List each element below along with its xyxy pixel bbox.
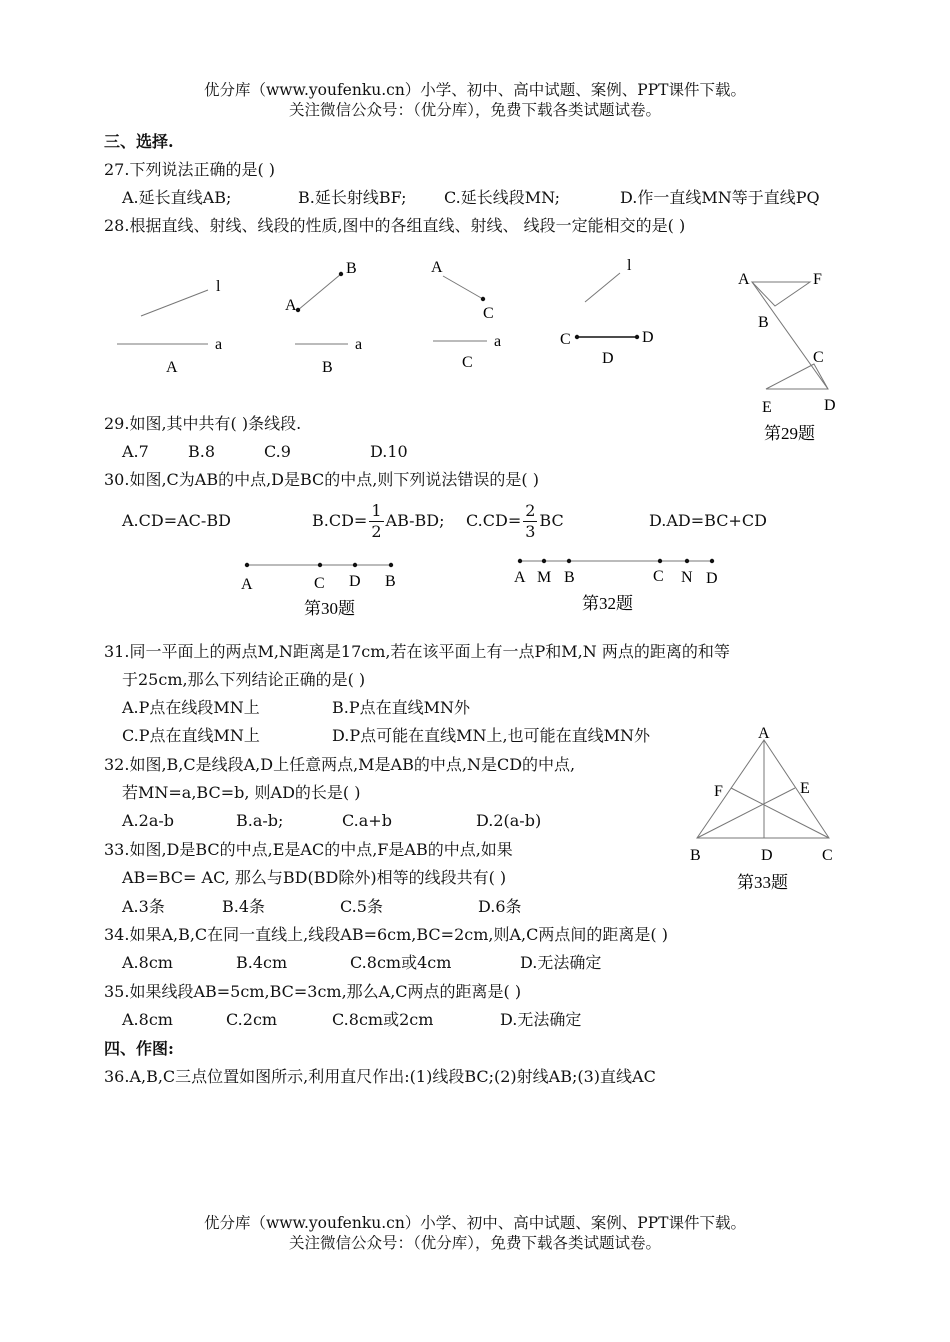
figure-30: [230, 550, 420, 625]
q35-option-c: C.8cm或2cm: [332, 1010, 434, 1029]
fig29-label-F: F: [813, 271, 822, 288]
header-line-1: 优分库（www.youfenku.cn）小学、初中、高中试题、案例、PPT课件下载。: [203, 81, 747, 99]
q28-c-label-A: A: [431, 259, 443, 276]
fig33-caption: 第33题: [737, 873, 788, 892]
q30-c-numerator: 2: [525, 501, 536, 520]
q28-b-label-B: B: [346, 260, 357, 277]
q28-c-label-C: C: [483, 305, 494, 322]
q33-stem-line-1: 33.如图,D是BC的中点,E是AC的中点,F是AB的中点,如果: [104, 840, 513, 859]
figure-33: [680, 718, 850, 898]
fig30-label-A: A: [241, 576, 253, 593]
q32-option-a: A.2a-b: [122, 811, 175, 830]
q29-stem: 29.如图,其中共有( )条线段.: [104, 414, 302, 433]
q28-figure-c: [431, 259, 501, 371]
q28-c-label-a: a: [494, 333, 502, 350]
fig32-label-N: N: [681, 569, 693, 586]
section-title: 三、选择.: [104, 132, 174, 151]
fig29-label-B: B: [758, 314, 769, 331]
fig30-caption: 第30题: [304, 599, 355, 618]
q32-stem-line-1: 32.如图,B,C是线段A,D上任意两点,M是AB的中点,N是CD的中点,: [104, 755, 576, 774]
q28-a-caption: A: [166, 359, 178, 376]
q33-option-d: D.6条: [478, 897, 522, 916]
q27-stem: 27.下列说法正确的是( ): [104, 160, 276, 179]
q28-figures: [0, 240, 720, 380]
fig33-label-A: A: [758, 725, 770, 742]
q36-stem: 36.A,B,C三点位置如图所示,利用直尺作出:(1)线段BC;(2)射线AB;(3)直线AC: [104, 1067, 656, 1086]
q30-b-prefix: B.CD=: [312, 511, 368, 530]
fig32-label-A: A: [514, 569, 526, 586]
q34-option-b: B.4cm: [236, 953, 288, 972]
q34-stem: 34.如果A,B,C在同一直线上,线段AB=6cm,BC=2cm,则A,C两点间的距离是( ): [104, 925, 668, 944]
fig32-label-M: M: [537, 569, 552, 586]
q28-stem: 28.根据直线、射线、线段的性质,图中的各组直线、射线、 线段一定能相交的是( ): [104, 216, 686, 235]
q33-option-b: B.4条: [222, 897, 266, 916]
q30-b-denominator: 2: [371, 522, 382, 541]
fig32-label-D: D: [706, 570, 718, 587]
fig29-label-E: E: [762, 399, 772, 416]
footer-line-1: 优分库（www.youfenku.cn）小学、初中、高中试题、案例、PPT课件下载。: [203, 1214, 747, 1232]
q30-b-fraction: [369, 501, 383, 542]
q30-c-prefix: C.CD=: [466, 511, 522, 530]
q28-b-caption: B: [322, 359, 333, 376]
q27-option-c: C.延长线段MN;: [444, 188, 560, 207]
fig33-label-F: F: [714, 783, 723, 800]
q33-option-c: C.5条: [340, 897, 383, 916]
figure-29: [720, 260, 860, 450]
q32-option-d: D.2(a-b): [476, 811, 542, 830]
q31-stem-line-1: 31.同一平面上的两点M,N距离是17cm,若在该平面上有一点P和M,N 两点的距离的和等: [104, 642, 730, 661]
q32-option-b: B.a-b;: [236, 811, 284, 830]
q30-c-denominator: 3: [525, 522, 536, 541]
q30-c-suffix: BC: [539, 511, 564, 530]
q28-c-caption: C: [462, 354, 473, 371]
fig33-label-B: B: [690, 847, 701, 864]
q31-stem-line-2: 于25cm,那么下列结论正确的是( ): [122, 670, 366, 689]
fig29-label-C: C: [813, 349, 824, 366]
q28-a-label-a: a: [215, 336, 223, 353]
q35-option-d: D.无法确定: [500, 1010, 582, 1029]
fig33-label-C: C: [822, 847, 833, 864]
fig33-label-E: E: [800, 780, 810, 797]
q28-figure-a: [117, 278, 222, 376]
fig32-label-C: C: [653, 568, 664, 585]
q29-option-a: A.7: [122, 442, 149, 461]
q29-option-b: B.8: [188, 442, 216, 461]
section-title-4: 四、作图:: [104, 1039, 174, 1058]
q34-option-c: C.8cm或4cm: [350, 953, 452, 972]
q30-b-numerator: 1: [371, 501, 382, 520]
header-line-2: 关注微信公众号：（优分库），免费下载各类试题试卷。: [288, 101, 661, 119]
q30-option-c: [466, 498, 564, 544]
footer-line-2: 关注微信公众号：（优分库），免费下载各类试题试卷。: [288, 1234, 661, 1252]
q30-c-fraction: [523, 501, 537, 542]
q30-b-suffix: AB-BD;: [385, 511, 445, 530]
q28-d-caption: D: [602, 350, 614, 367]
q31-option-d: D.P点可能在直线MN上,也可能在直线MN外: [332, 726, 650, 745]
fig29-label-A: A: [738, 271, 750, 288]
q35-option-a: A.8cm: [122, 1010, 173, 1029]
q34-option-d: D.无法确定: [520, 953, 602, 972]
fig32-label-B: B: [564, 569, 575, 586]
q30-option-b: [312, 498, 445, 544]
q30-option-d: D.AD=BC+CD: [649, 511, 767, 530]
q31-option-b: B.P点在直线MN外: [332, 698, 470, 717]
q28-a-label-l: l: [216, 278, 221, 295]
q28-b-label-a: a: [355, 336, 363, 353]
figure-32: [505, 548, 735, 620]
fig29-caption: 第29题: [764, 424, 815, 443]
q34-option-a: A.8cm: [122, 953, 173, 972]
q28-d-label-D: D: [642, 329, 654, 346]
q28-figure-d: [560, 257, 654, 367]
q27-option-a: A.延长直线AB;: [122, 188, 232, 207]
q33-stem-line-2: AB=BC= AC, 那么与BD(BD除外)相等的线段共有( ): [122, 868, 507, 887]
fig30-label-D: D: [349, 573, 361, 590]
fig30-label-B: B: [385, 573, 396, 590]
q32-stem-line-2: 若MN=a,BC=b, 则AD的长是( ): [122, 783, 361, 802]
q29-option-d: D.10: [370, 442, 408, 461]
q31-option-c: C.P点在直线MN上: [122, 726, 260, 745]
fig33-label-D: D: [761, 847, 773, 864]
q27-option-b: B.延长射线BF;: [298, 188, 407, 207]
q28-d-label-C: C: [560, 331, 571, 348]
q30-option-a: A.CD=AC-BD: [122, 511, 231, 530]
q35-stem: 35.如果线段AB=5cm,BC=3cm,那么A,C两点的距离是( ): [104, 982, 522, 1001]
q28-d-label-l: l: [627, 257, 632, 274]
fig30-label-C: C: [314, 575, 325, 592]
q29-option-c: C.9: [264, 442, 291, 461]
q30-stem: 30.如图,C为AB的中点,D是BC的中点,则下列说法错误的是( ): [104, 470, 539, 489]
q28-b-label-A: A: [285, 297, 297, 314]
fig32-caption: 第32题: [582, 594, 633, 613]
q27-option-d: D.作一直线MN等于直线PQ: [620, 188, 820, 207]
q28-figure-b: [285, 260, 362, 376]
fig29-label-D: D: [824, 397, 836, 414]
q31-option-a: A.P点在线段MN上: [122, 698, 260, 717]
q33-option-a: A.3条: [122, 897, 165, 916]
q35-option-b: C.2cm: [226, 1010, 278, 1029]
q32-option-c: C.a+b: [342, 811, 392, 830]
